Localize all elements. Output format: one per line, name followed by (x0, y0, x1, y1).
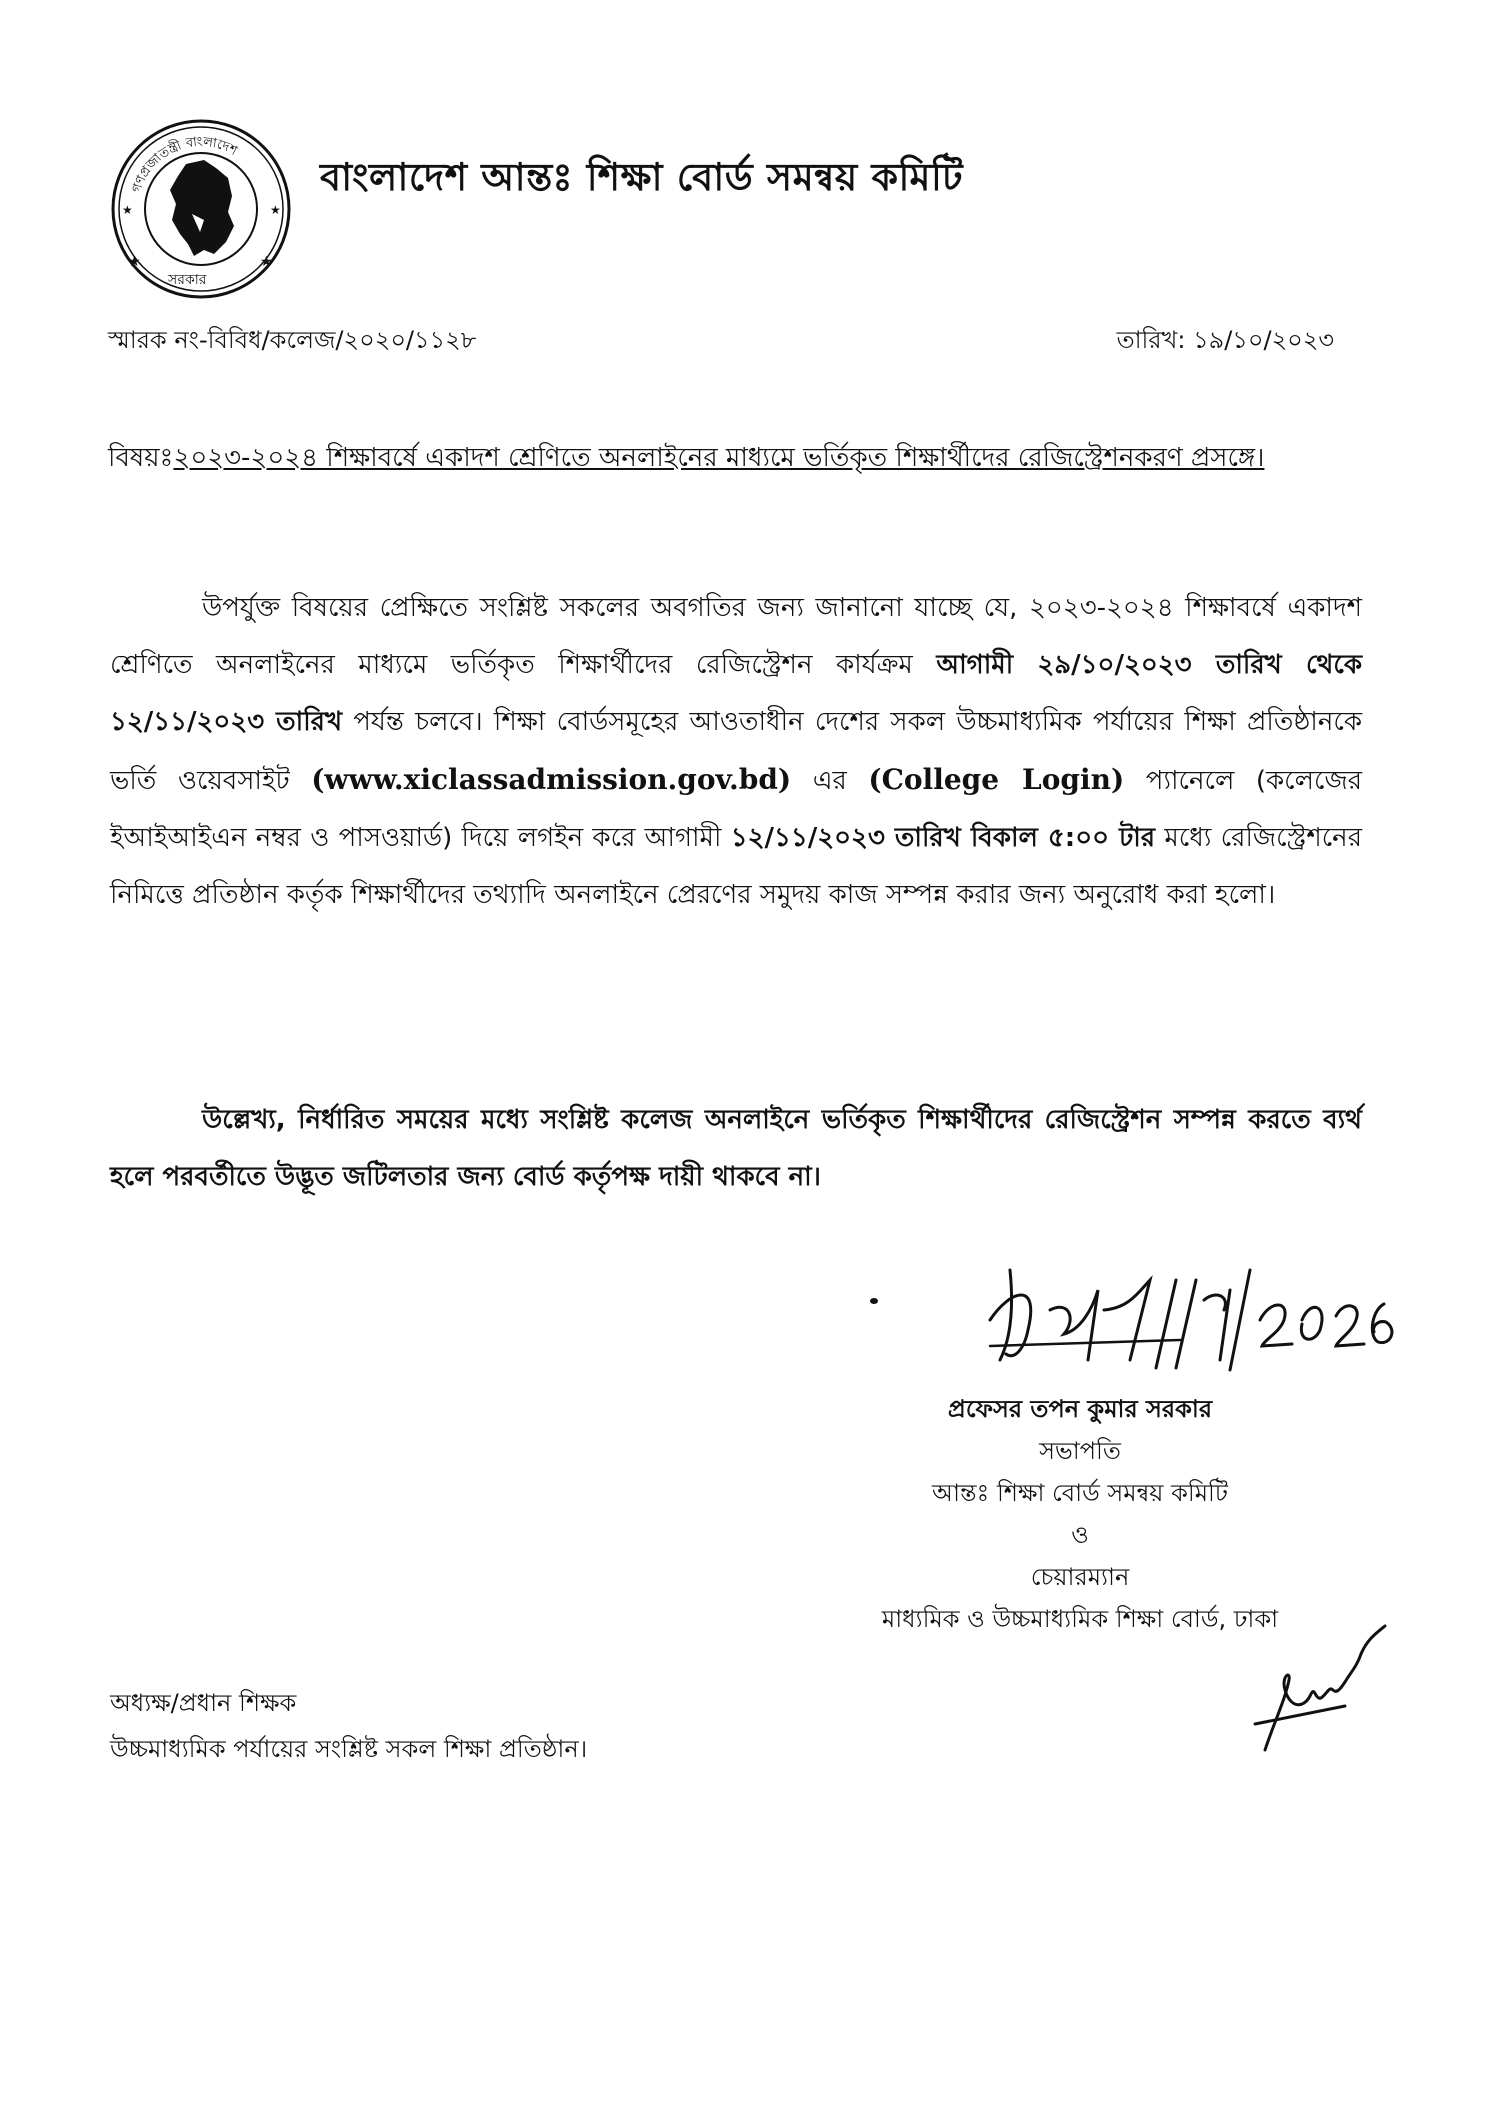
svg-text:★: ★ (270, 203, 281, 217)
deadline: ১২/১১/২০২৩ তারিখ বিকাল ৫:০০ টার (730, 823, 1156, 853)
subject-text: ২০২৩-২০২৪ শিক্ষাবর্ষে একাদশ শ্রেণিতে অনলাইনের মাধ্যমে ভর্তিকৃত শিক্ষার্থীদের রেজিস্ট্রেশনকরণ প্রসঙ্গে। (173, 443, 1265, 473)
letter-date: তারিখ: ১৯/১০/২০২৩ (1116, 326, 1334, 354)
handwritten-initial (1245, 1620, 1395, 1760)
p1-part1: উপর্যুক্ত বিষয়ের প্রেক্ষিতে সংশ্লিষ্ট সকলের অবগতির জন্য জানানো যাচ্ছে যে, ২০২৩-২০২৪ শিক্ষাবর্ষে একাদশ শ্রেণিতে অনলাইনের মাধ্যমে ভর্তিকৃত শিক্ষার্থীদের রেজিস্ট্রেশন কার্যক্রম (110, 593, 1362, 680)
svg-text:★: ★ (128, 254, 141, 270)
p1-part4: প্যানেলে (কলেজের ইআইআইএন নম্বর ও পাসওয়ার্ড) দিয়ে লগইন করে আগামী (110, 766, 1363, 853)
board-title: বাংলাদেশ আন্তঃ শিক্ষা বোর্ড সমন্বয় কমিটি (320, 155, 964, 199)
signatory-board: মাধ্যমিক ও উচ্চমাধ্যমিক শিক্ষা বোর্ড, ঢাকা (881, 1605, 1279, 1633)
signatory-name: প্রফেসর তপন কুমার সরকার (947, 1395, 1213, 1423)
admission-website: (www.xiclassadmission.gov.bd) (311, 763, 792, 796)
signatory-title-1: সভাপতি (1039, 1437, 1121, 1465)
body-paragraph-1 (110, 580, 1362, 924)
handwritten-signature (980, 1250, 1440, 1380)
recipient-line-2: উচ্চমাধ্যমিক পর্যায়ের সংশ্লিষ্ট সকল শিক্ষা প্রতিষ্ঠান। (110, 1735, 588, 1763)
seal-text-bottom: সরকার (168, 272, 207, 288)
body-paragraph-2: উল্লেখ্য, নির্ধারিত সময়ের মধ্যে সংশ্লিষ্ট কলেজ অনলাইনে ভর্তিকৃত শিক্ষার্থীদের রেজিস্ট্রেশন সম্পন্ন করতে ব্যর্থ হলে পরবর্তীতে উদ্ভূত জটিলতার জন্য বোর্ড কর্তৃপক্ষ দায়ী থাকবে না। (110, 1105, 1362, 1192)
subject-line (108, 432, 1370, 484)
svg-text:★: ★ (122, 203, 133, 217)
p1-part3: এর (812, 766, 847, 796)
signatory-title-2: চেয়ারম্যান (1030, 1563, 1130, 1591)
recipients-block (110, 1680, 587, 1772)
signatory-block (770, 1388, 1390, 1640)
recipient-line-1: অধ্যক্ষ/প্রধান শিক্ষক (110, 1689, 297, 1717)
signatory-committee: আন্তঃ শিক্ষা বোর্ড সমন্বয় কমিটি (931, 1479, 1228, 1507)
seal-text-top: গণপ্রজাতন্ত্রী বাংলাদেশ (129, 134, 240, 195)
subject-label: বিষয়ঃ (108, 443, 174, 473)
memo-number: স্মারক নং-বিবিধ/কলেজ/২০২০/১১২৮ (108, 326, 477, 354)
svg-text:★: ★ (260, 254, 273, 270)
signatory-conjunction: ও (1071, 1521, 1089, 1549)
registration-period: আগামী ২৯/১০/২০২৩ তারিখ থেকে ১২/১১/২০২৩ তারিখ (110, 650, 1363, 737)
college-login-label: (College Login) (868, 763, 1125, 796)
p1-part5: মধ্যে রেজিস্ট্রেশনের নিমিত্তে প্রতিষ্ঠান কর্তৃক শিক্ষার্থীদের তথ্যাদি অনলাইনে প্রেরণের সমুদয় কাজ সম্পন্ন করার জন্য অনুরোধ করা হলো। (110, 823, 1362, 910)
ink-dot (870, 1298, 878, 1304)
p1-part2: পর্যন্ত চলবে। শিক্ষা বোর্ডসমূহের আওতাধীন দেশের সকল উচ্চমাধ্যমিক পর্যায়ের শিক্ষা প্রতিষ্ঠানকে ভর্তি ওয়েবসাইট (110, 707, 1363, 796)
